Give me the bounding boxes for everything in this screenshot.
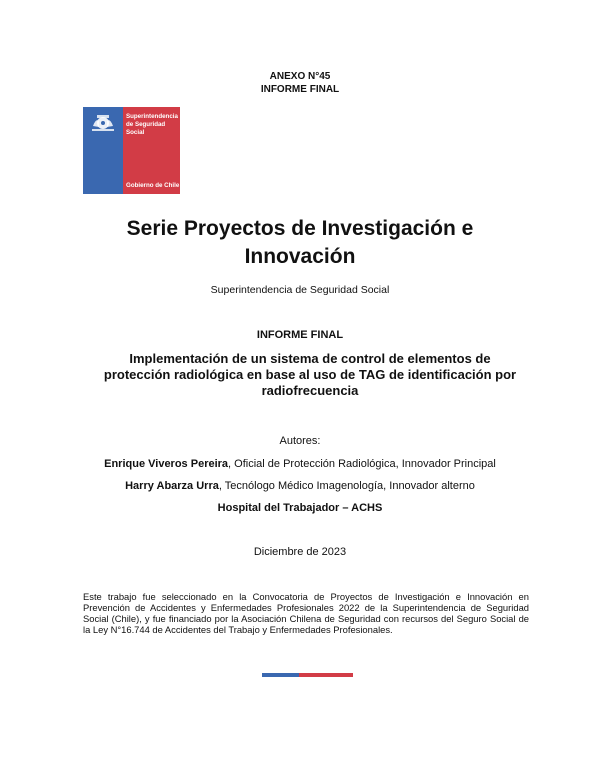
chile-coat-of-arms-icon <box>89 112 117 134</box>
logo-government-label: Gobierno de Chile <box>126 182 180 189</box>
annex-number: ANEXO N°45 <box>269 71 331 82</box>
publication-date: Diciembre de 2023 <box>253 546 347 558</box>
annex-header <box>0 70 600 96</box>
author-role: , Tecnólogo Médico Imagenología, Innovador alterno <box>218 480 475 492</box>
logo-institution-name: Superintendencia de Seguridad Social <box>126 113 178 136</box>
project-title: Implementación de un sistema de control de elementos de protección radiológica en base al uso de TAG de identificación por radiofrecuencia <box>103 351 517 398</box>
footer-color-bar <box>262 673 353 677</box>
report-type: INFORME FINAL <box>260 84 340 95</box>
institution: Hospital del Trabajador – ACHS <box>217 502 383 514</box>
funding-note: Este trabajo fue seleccionado en la Convocatoria de Proyectos de Investigación e Innovación en Prevención de Accidentes y Enfermedades Profesionales 2022 de la Superintendencia de Seguridad Social (Chile), y fue financiado por la Asociación Chilena de Seguridad con recursos del Seguro Social de la Ley N°16.744 de Accidentes del Trabajo y Enfermedades Profesionales. <box>83 591 529 635</box>
series-title-line1: Serie Proyectos de Investigación e <box>126 217 474 240</box>
logo-blue-panel <box>83 107 123 194</box>
logo-red-panel <box>123 107 180 194</box>
footer-bar-red <box>299 673 353 677</box>
author-name: Enrique Viveros Pereira <box>104 458 229 470</box>
author-name: Harry Abarza Urra <box>125 480 219 492</box>
authors-label: Autores: <box>279 435 321 447</box>
footer-bar-blue <box>262 673 299 677</box>
series-title <box>0 215 600 271</box>
report-label: INFORME FINAL <box>256 329 344 341</box>
author-entry <box>0 479 600 493</box>
series-title-line2: Innovación <box>244 245 356 268</box>
author-role: , Oficial de Protección Radiológica, Innovador Principal <box>228 458 496 470</box>
subtitle: Superintendencia de Seguridad Social <box>210 284 390 296</box>
author-entry <box>0 457 600 471</box>
government-logo <box>83 107 180 194</box>
